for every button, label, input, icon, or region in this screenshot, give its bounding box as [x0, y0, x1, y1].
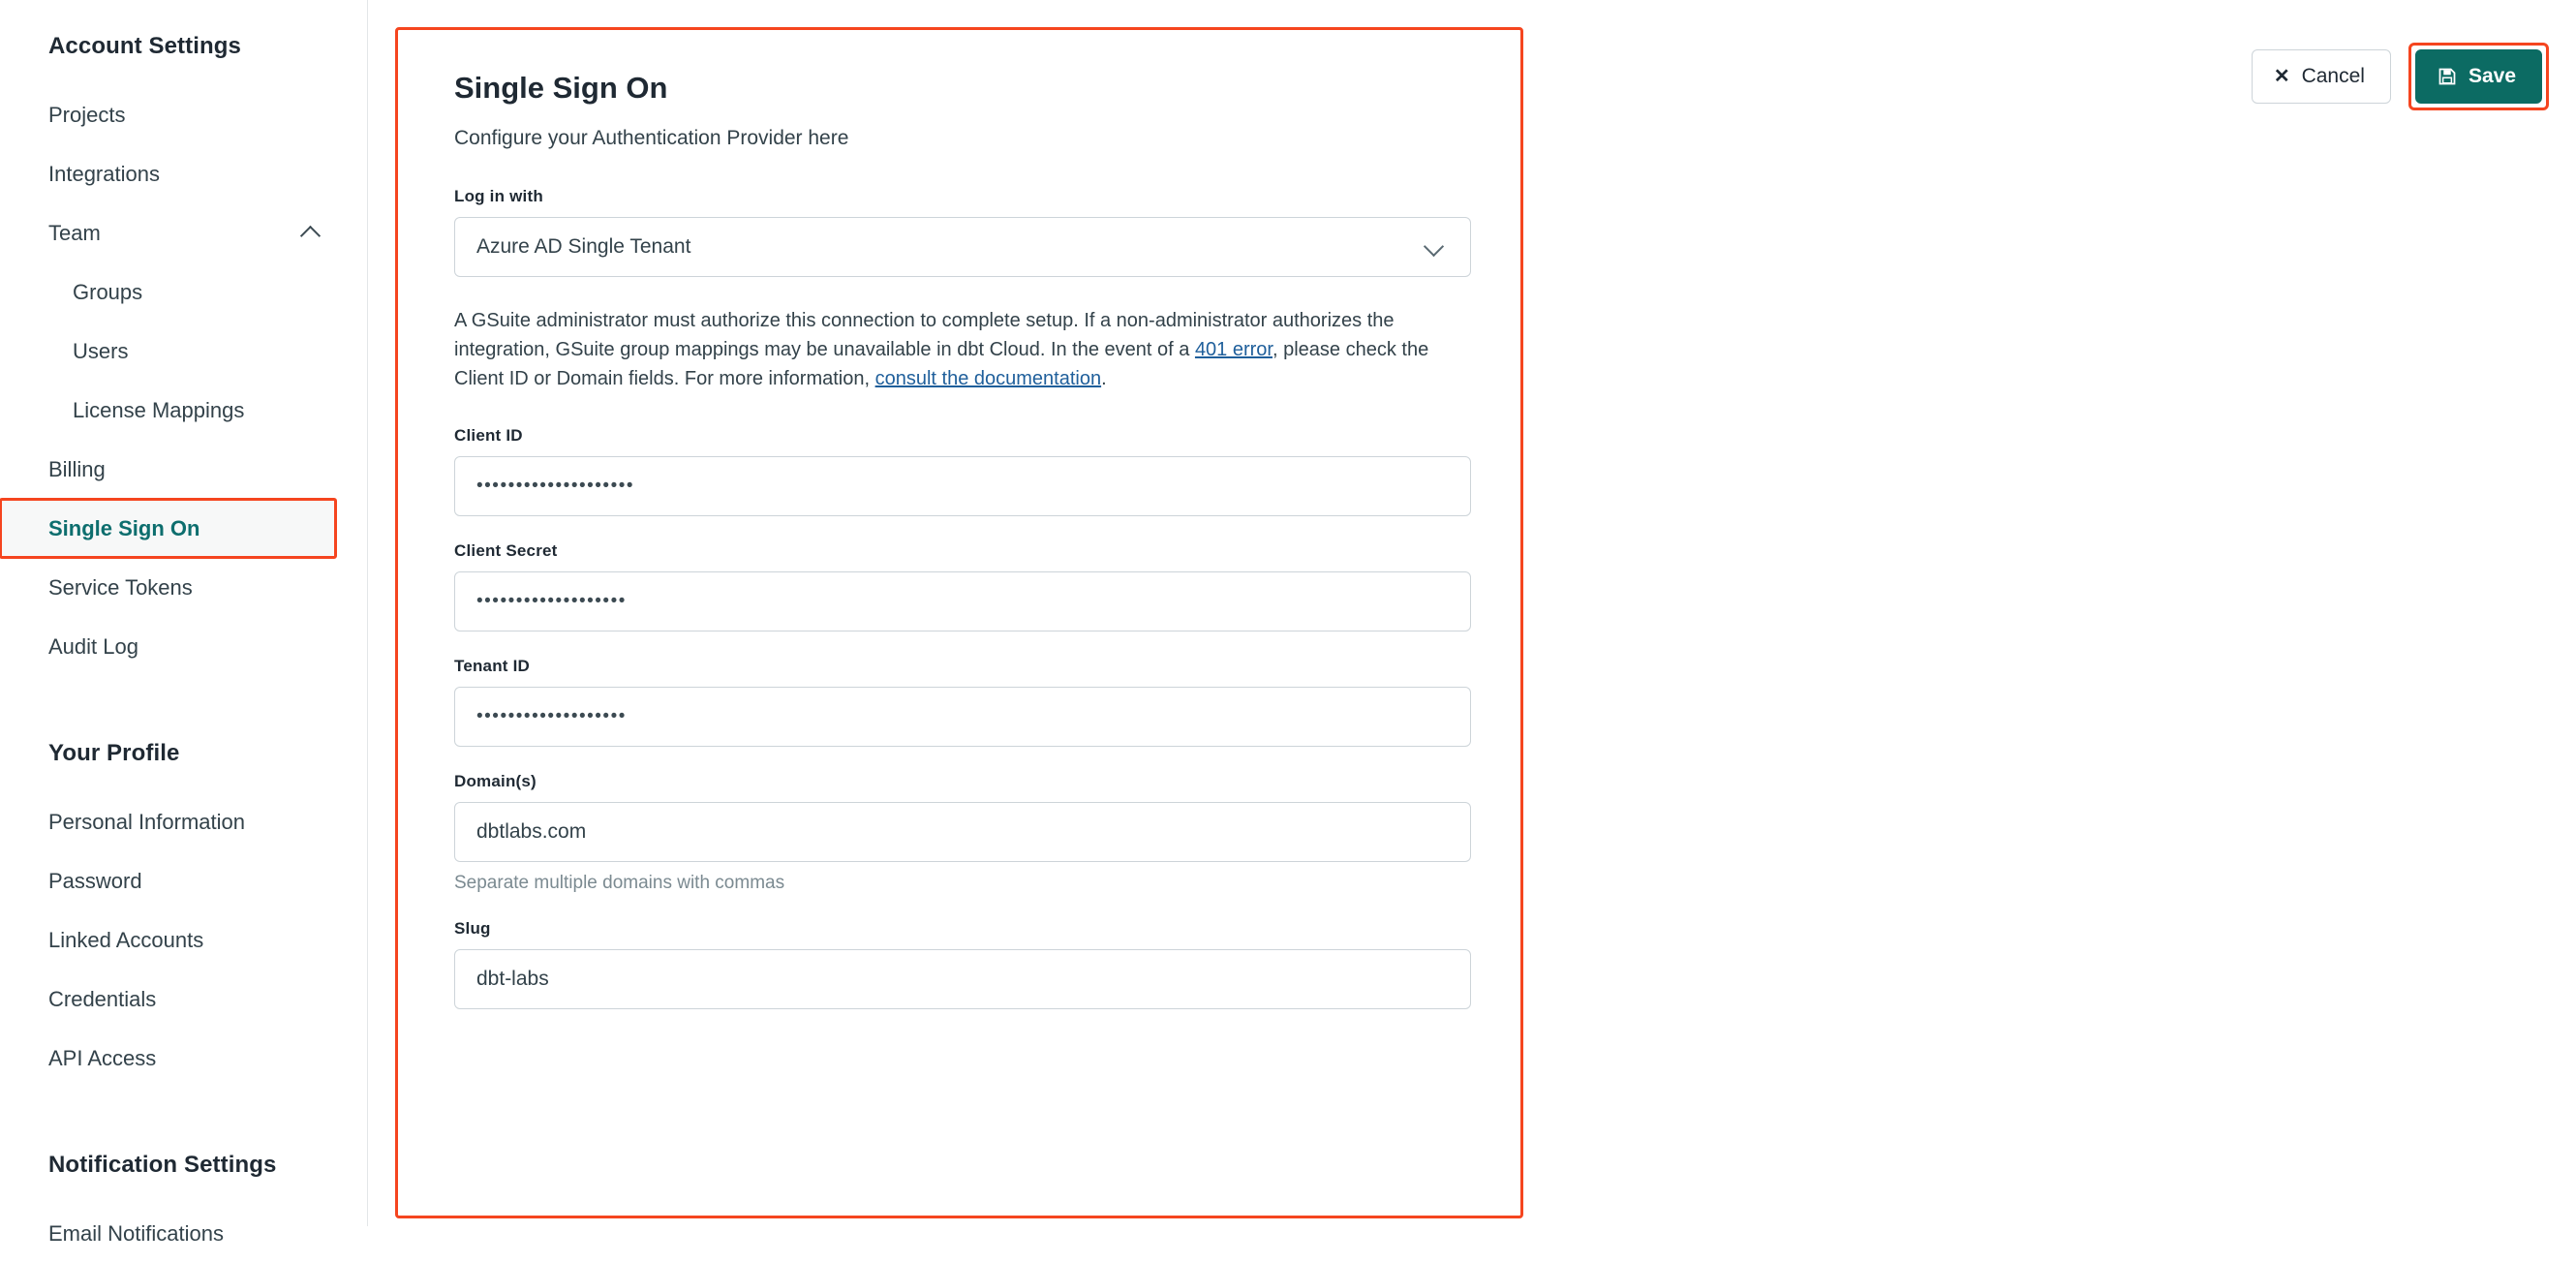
sidebar-item-label: Single Sign On: [48, 516, 200, 540]
sidebar-item-label: Billing: [48, 457, 106, 481]
sidebar-item-label: Linked Accounts: [48, 928, 204, 952]
note-part-3: .: [1101, 368, 1107, 389]
slug-value: dbt-labs: [476, 968, 549, 990]
page-subtitle: Configure your Authentication Provider here: [454, 127, 849, 149]
sidebar-item-label: Projects: [48, 103, 126, 127]
client-secret-label: Client Secret: [454, 541, 558, 560]
sidebar-item-label: License Mappings: [73, 398, 245, 422]
sidebar-heading-account-settings: Account Settings: [48, 33, 241, 59]
settings-sidebar: [0, 0, 368, 1246]
client-secret-value: •••••••••••••••••••: [476, 591, 627, 611]
domains-helper-text: Separate multiple domains with commas: [454, 873, 785, 893]
sidebar-heading-your-profile: Your Profile: [48, 740, 180, 766]
sidebar-item-personal-information[interactable]: [0, 792, 367, 851]
sidebar-item-single-sign-on[interactable]: [0, 499, 336, 558]
login-with-value: Azure AD Single Tenant: [476, 235, 691, 258]
sidebar-item-groups[interactable]: [0, 262, 367, 322]
sidebar-item-integrations[interactable]: [0, 144, 367, 203]
form-actions: [2252, 43, 2549, 110]
login-with-select[interactable]: [454, 217, 1471, 277]
note-part-1: A GSuite administrator must authorize this connection to complete setup. If a non-administrator authorizes the integration, GSuite group mappings may be unavailable in dbt Cloud. In the event of a: [454, 310, 1395, 360]
sidebar-item-label: Password: [48, 869, 142, 893]
sidebar-item-label: Users: [73, 339, 129, 363]
sidebar-item-credentials[interactable]: [0, 970, 367, 1029]
field-client-secret: [454, 541, 1464, 632]
client-secret-input[interactable]: [454, 571, 1471, 632]
sidebar-item-email-notifications[interactable]: [0, 1204, 367, 1263]
client-id-label: Client ID: [454, 426, 523, 445]
sidebar-item-users[interactable]: [0, 322, 367, 381]
field-tenant-id: [454, 657, 1464, 747]
sso-settings-card: [395, 27, 1523, 1218]
401-error-link[interactable]: 401 error: [1194, 339, 1273, 360]
sidebar-item-label: API Access: [48, 1046, 157, 1070]
sidebar-item-service-tokens[interactable]: [0, 558, 367, 617]
save-button[interactable]: [2415, 49, 2542, 104]
sidebar-item-label: Personal Information: [48, 810, 245, 834]
sidebar-item-label: Service Tokens: [48, 575, 193, 600]
tenant-id-value: •••••••••••••••••••: [476, 706, 627, 726]
login-with-label: Log in with: [454, 187, 543, 205]
sidebar-item-linked-accounts[interactable]: [0, 910, 367, 970]
domains-label: Domain(s): [454, 772, 537, 790]
floppy-disk-icon: [2438, 67, 2457, 86]
sidebar-item-label: Integrations: [48, 162, 160, 186]
client-id-input[interactable]: [454, 456, 1471, 516]
cancel-button[interactable]: [2252, 49, 2391, 104]
save-button-highlight: [2408, 43, 2549, 110]
sidebar-item-label: Groups: [73, 280, 143, 304]
sidebar-item-label: Team: [48, 221, 101, 245]
documentation-link[interactable]: consult the documentation: [874, 368, 1102, 389]
note-part-2: , please check the Client ID or Domain fields. For more information,: [454, 339, 1429, 389]
domains-input[interactable]: [454, 802, 1471, 862]
chevron-down-icon: [1426, 237, 1445, 257]
sidebar-item-label: Audit Log: [48, 634, 138, 659]
sidebar-item-password[interactable]: [0, 851, 367, 910]
sidebar-item-label: Credentials: [48, 987, 157, 1011]
main-content: [368, 0, 2576, 1226]
slug-input[interactable]: [454, 949, 1471, 1009]
sidebar-item-projects[interactable]: [0, 85, 367, 144]
tenant-id-label: Tenant ID: [454, 657, 530, 675]
sidebar-item-billing[interactable]: [0, 440, 367, 499]
sidebar-item-team[interactable]: [0, 203, 367, 262]
sidebar-item-api-access[interactable]: [0, 1029, 367, 1088]
page-title: Single Sign On: [454, 71, 668, 105]
tenant-id-input[interactable]: [454, 687, 1471, 747]
provider-note: [454, 306, 1469, 393]
cancel-button-label: Cancel: [2301, 65, 2365, 87]
sidebar-item-audit-log[interactable]: [0, 617, 367, 676]
sidebar-item-label: Email Notifications: [48, 1221, 224, 1246]
field-slug: [454, 919, 1464, 1009]
slug-label: Slug: [454, 919, 491, 938]
domains-value: dbtlabs.com: [476, 820, 587, 843]
field-login-with: [454, 187, 1464, 277]
sidebar-heading-notification-settings: Notification Settings: [48, 1152, 277, 1178]
close-icon: ✕: [2273, 66, 2290, 87]
sidebar-item-license-mappings[interactable]: [0, 381, 367, 440]
save-button-label: Save: [2468, 65, 2516, 87]
client-id-value: ••••••••••••••••••••: [476, 476, 635, 496]
field-client-id: [454, 426, 1464, 516]
field-domains: [454, 772, 1464, 894]
chevron-up-icon: [301, 223, 322, 244]
